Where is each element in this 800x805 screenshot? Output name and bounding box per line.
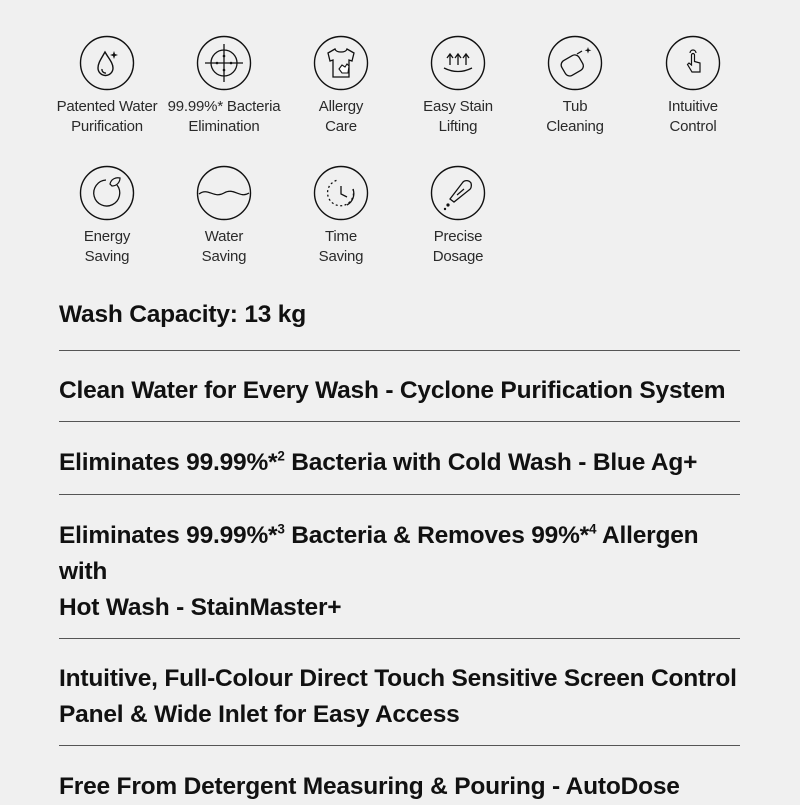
feature-label: Patented Water Purification xyxy=(56,98,158,135)
feature-label: 99.99%* Bacteria Elimination xyxy=(167,98,281,135)
feature-label: Intuitive Control xyxy=(668,98,718,135)
feature-label: Easy Stain Lifting xyxy=(423,98,493,135)
spec-stainmaster: Eliminates 99.99%*$^3$ Bacteria & Removes 99%*$^4$ Allergen with Hot Wash - StainMaster+ xyxy=(59,521,699,621)
spec-autodose: Free From Detergent Measuring & Pouring - AutoDose xyxy=(59,773,680,800)
feature-label: Time Saving xyxy=(318,228,364,265)
detergent-dose-icon xyxy=(430,165,486,221)
spec-touch-screen: Intuitive, Full-Colour Direct Touch Sensitive Screen Control Panel & Wide Inlet for Easy Access xyxy=(59,665,737,728)
spec-blue-ag: Eliminates 99.99%*$^2$ Bacteria with Cold Wash - Blue Ag+ xyxy=(59,448,698,476)
feature-intuitive-control xyxy=(633,35,753,137)
feature-energy-saving xyxy=(47,165,167,267)
spec-wash-capacity: Wash Capacity: 13 kg xyxy=(59,301,306,328)
divider xyxy=(59,350,740,351)
feature-water-saving xyxy=(164,165,284,267)
feature-label: Precise Dosage xyxy=(432,228,484,265)
feature-tub-cleaning xyxy=(515,35,635,137)
water-wave-icon xyxy=(196,165,252,221)
divider xyxy=(59,745,740,746)
energy-leaf-icon xyxy=(79,165,135,221)
crosshair-icon xyxy=(196,35,252,91)
divider xyxy=(59,638,740,639)
divider xyxy=(59,421,740,422)
tub-cleaning-icon xyxy=(547,35,603,91)
shirt-hand-icon xyxy=(313,35,369,91)
touch-hand-icon xyxy=(665,35,721,91)
spec-list xyxy=(59,292,740,805)
lifting-arrows-icon xyxy=(430,35,486,91)
feature-precise-dosage xyxy=(398,165,518,267)
feature-stain-lifting xyxy=(398,35,518,137)
clock-icon xyxy=(313,165,369,221)
feature-water-purification xyxy=(47,35,167,137)
feature-bacteria-elimination xyxy=(164,35,284,137)
water-drop-icon xyxy=(79,35,135,91)
spec-cyclone-purification: Clean Water for Every Wash - Cyclone Purification System xyxy=(59,377,726,404)
feature-label: Allergy Care xyxy=(318,98,364,135)
feature-label: Tub Cleaning xyxy=(546,98,604,135)
divider xyxy=(59,494,740,495)
feature-time-saving xyxy=(281,165,401,267)
feature-label: Energy Saving xyxy=(83,228,131,265)
feature-label: Water Saving xyxy=(201,228,247,265)
feature-allergy-care xyxy=(281,35,401,137)
